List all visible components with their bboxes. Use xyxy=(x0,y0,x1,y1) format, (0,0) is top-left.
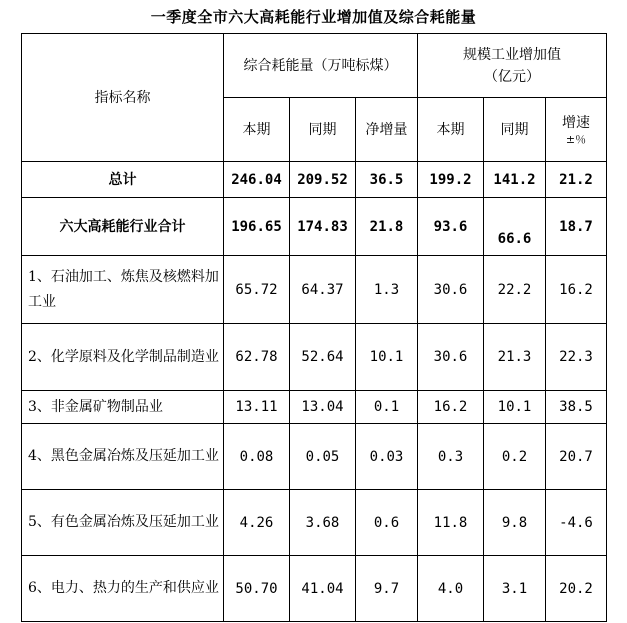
cell-energy-current: 196.65 xyxy=(224,198,290,256)
cell-value-growth: 21.2 xyxy=(546,162,607,198)
header-row-groups xyxy=(22,34,607,98)
cell-energy-same-period: 41.04 xyxy=(290,556,356,622)
header-energy-same-period: 同期 xyxy=(290,98,356,162)
cell-energy-same-period: 3.68 xyxy=(290,490,356,556)
table-row xyxy=(22,162,607,198)
cell-energy-same-period: 0.05 xyxy=(290,424,356,490)
header-growth-unit: ±％ xyxy=(565,132,587,146)
header-value-growth xyxy=(546,98,607,162)
cell-value-current: 4.0 xyxy=(418,556,484,622)
table-row xyxy=(22,256,607,324)
cell-value-current: 30.6 xyxy=(418,256,484,324)
cell-energy-current: 4.26 xyxy=(224,490,290,556)
cell-value-growth: -4.6 xyxy=(546,490,607,556)
cell-energy-current: 246.04 xyxy=(224,162,290,198)
cell-value-same-period: 66.6 xyxy=(484,198,546,256)
cell-value-same-period: 22.2 xyxy=(484,256,546,324)
table-row xyxy=(22,198,607,256)
cell-value-growth: 38.5 xyxy=(546,391,607,424)
cell-energy-net: 10.1 xyxy=(356,324,418,391)
cell-energy-net: 0.03 xyxy=(356,424,418,490)
cell-value-current: 16.2 xyxy=(418,391,484,424)
cell-energy-same-period: 52.64 xyxy=(290,324,356,391)
table-row xyxy=(22,424,607,490)
row-name: 六大高耗能行业合计 xyxy=(22,198,224,256)
cell-value-same-period: 3.1 xyxy=(484,556,546,622)
cell-value-growth: 16.2 xyxy=(546,256,607,324)
cell-value-same-period: 10.1 xyxy=(484,391,546,424)
table-title: 一季度全市六大高耗能行业增加值及综合耗能量 xyxy=(150,8,477,26)
cell-value-current: 0.3 xyxy=(418,424,484,490)
cell-value-current: 93.6 xyxy=(418,198,484,256)
row-name: 3、非金属矿物制品业 xyxy=(22,391,224,424)
cell-value-current: 199.2 xyxy=(418,162,484,198)
table-row xyxy=(22,490,607,556)
cell-energy-same-period: 13.04 xyxy=(290,391,356,424)
cell-energy-current: 0.08 xyxy=(224,424,290,490)
row-name: 总计 xyxy=(22,162,224,198)
table-row xyxy=(22,556,607,622)
table-row xyxy=(22,324,607,391)
cell-value-same-period: 9.8 xyxy=(484,490,546,556)
header-energy-net-increase: 净增量 xyxy=(356,98,418,162)
data-table xyxy=(21,33,607,622)
cell-energy-current: 50.70 xyxy=(224,556,290,622)
cell-energy-same-period: 64.37 xyxy=(290,256,356,324)
header-value-group: 规模工业增加值（亿元） xyxy=(418,34,607,98)
cell-value-growth: 20.2 xyxy=(546,556,607,622)
cell-energy-same-period: 209.52 xyxy=(290,162,356,198)
row-name: 6、电力、热力的生产和供应业 xyxy=(22,556,224,622)
row-name: 2、化学原料及化学制品制造业 xyxy=(22,324,224,391)
cell-energy-current: 13.11 xyxy=(224,391,290,424)
cell-value-current: 11.8 xyxy=(418,490,484,556)
cell-value-same-period: 141.2 xyxy=(484,162,546,198)
cell-energy-net: 9.7 xyxy=(356,556,418,622)
header-growth-label: 增速 xyxy=(562,114,590,131)
header-indicator: 指标名称 xyxy=(22,34,224,162)
header-energy-group: 综合耗能量（万吨标煤） xyxy=(224,34,418,98)
cell-energy-current: 65.72 xyxy=(224,256,290,324)
cell-value-growth: 18.7 xyxy=(546,198,607,256)
header-value-current: 本期 xyxy=(418,98,484,162)
row-name: 5、有色金属冶炼及压延加工业 xyxy=(22,490,224,556)
cell-value-current: 30.6 xyxy=(418,324,484,391)
cell-energy-net: 21.8 xyxy=(356,198,418,256)
row-name: 1、石油加工、炼焦及核燃料加工业 xyxy=(22,256,224,324)
cell-energy-net: 0.1 xyxy=(356,391,418,424)
cell-value-growth: 20.7 xyxy=(546,424,607,490)
table-row xyxy=(22,391,607,424)
cell-value-growth: 22.3 xyxy=(546,324,607,391)
cell-energy-same-period: 174.83 xyxy=(290,198,356,256)
cell-energy-net: 36.5 xyxy=(356,162,418,198)
cell-energy-net: 0.6 xyxy=(356,490,418,556)
cell-energy-net: 1.3 xyxy=(356,256,418,324)
cell-value-same-period: 21.3 xyxy=(484,324,546,391)
header-energy-current: 本期 xyxy=(224,98,290,162)
header-value-same-period: 同期 xyxy=(484,98,546,162)
row-name: 4、黑色金属冶炼及压延加工业 xyxy=(22,424,224,490)
cell-energy-current: 62.78 xyxy=(224,324,290,391)
cell-value-same-period: 0.2 xyxy=(484,424,546,490)
